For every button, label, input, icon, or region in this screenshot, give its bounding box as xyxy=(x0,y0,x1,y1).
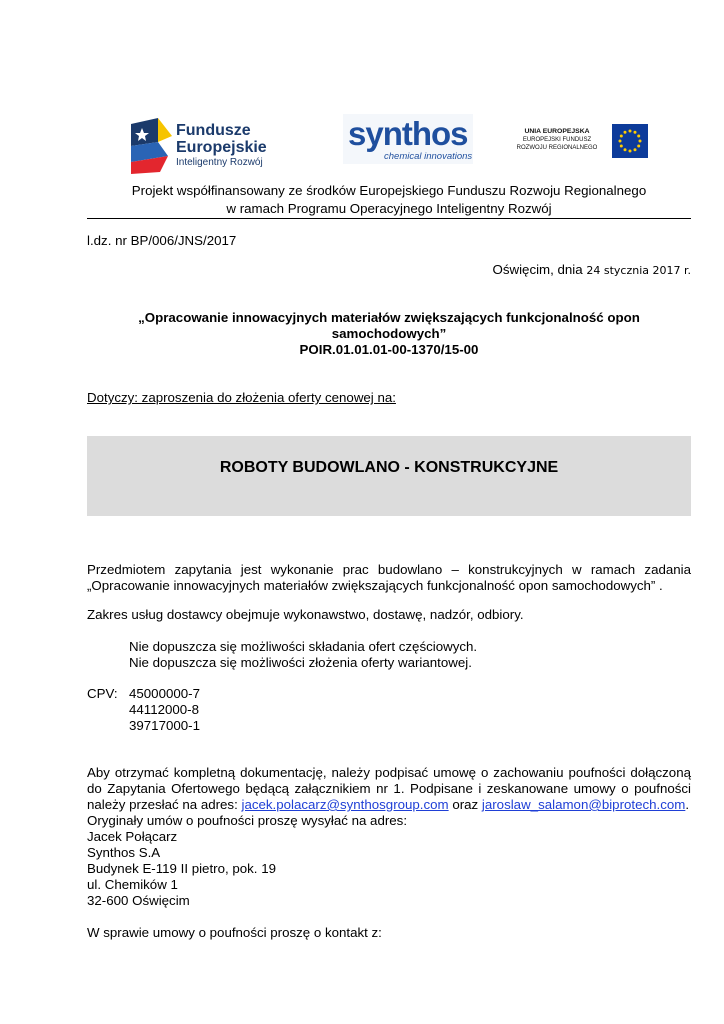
document-reference: l.dz. nr BP/006/JNS/2017 xyxy=(87,233,237,248)
docs-and: oraz xyxy=(452,797,479,812)
restriction-variant: Nie dopuszcza się możliwości złożenia oferty wariantowej. xyxy=(129,655,472,670)
address-building: Budynek E-119 II pietro, pok. 19 xyxy=(87,861,276,876)
project-title-line2: samochodowych” xyxy=(331,326,447,341)
eu-regional-label: ROZWOJU REGIONALNEGO xyxy=(516,145,598,151)
fundusze-emblem-icon xyxy=(128,116,174,174)
place-and-date xyxy=(493,262,692,279)
date-value: 24 stycznia 2017 r. xyxy=(586,264,691,277)
fundusze-europejskie-logo xyxy=(128,116,298,174)
cpv-code: 45000000-7 xyxy=(129,686,200,701)
docs-line2: do Zapytania Ofertowego będącą załącznikiem nr 1. Podpisane i zeskanowane umowy o poufności xyxy=(87,781,691,796)
cofinancing-note-line2: w ramach Programu Operacyjnego Inteligentny Rozwój xyxy=(226,201,552,216)
scope-line: Zakres usług dostawcy obejmuje wykonawstwo, dostawę, nadzór, odbiory. xyxy=(87,607,524,622)
eu-fund-label: EUROPEJSKI FUNDUSZ xyxy=(522,137,592,143)
europejskie-title: Europejskie xyxy=(176,139,267,156)
address-name: Jacek Połącarz xyxy=(87,829,178,844)
cpv-code: 39717000-1 xyxy=(129,718,200,733)
synthos-tagline: chemical innovations xyxy=(384,151,473,162)
synthos-wordmark: synthos xyxy=(348,115,468,152)
header-divider xyxy=(87,218,691,219)
address-street: ul. Chemików 1 xyxy=(87,877,178,892)
inteligentny-rozwoj-label: Inteligentny Rozwój xyxy=(176,157,263,168)
subject-title: ROBOTY BUDOWLANO - KONSTRUKCYJNE xyxy=(219,459,559,476)
restriction-partial: Nie dopuszcza się możliwości składania ofert częściowych. xyxy=(129,639,478,654)
cofinancing-note-line1: Projekt współfinansowany ze środków Europejskiego Funduszu Rozwoju Regionalnego xyxy=(131,183,647,198)
concerns-line: Dotyczy: zaproszenia do złożenia oferty cenowej na: xyxy=(87,390,396,405)
subject-line2: „Opracowanie innowacyjnych materiałów zwiększających funkcjonalność opon samochodowych” . xyxy=(87,578,663,593)
docs-period: . xyxy=(685,797,690,812)
docs-line1: Aby otrzymać kompletną dokumentację, należy podpisać umowę o zachowaniu poufności dołączoną xyxy=(87,765,691,780)
subject-line1: Przedmiotem zapytania jest wykonanie prac budowlano – konstrukcyjnych w ramach zadania xyxy=(87,562,691,577)
project-title-line1: „Opracowanie innowacyjnych materiałów zwiększających funkcjonalność opon xyxy=(138,310,640,325)
contact-line: W sprawie umowy o poufności proszę o kontakt z: xyxy=(87,925,382,940)
cpv-label: CPV: xyxy=(87,686,118,701)
docs-line4: Oryginały umów o poufności proszę wysyłać na adres: xyxy=(87,813,408,828)
eu-flag-icon xyxy=(612,124,648,158)
email-link-polacarz[interactable]: jacek.polacarz@synthosgroup.com xyxy=(241,797,449,812)
docs-line3 xyxy=(87,797,689,813)
project-code: POIR.01.01.01-00-1370/15-00 xyxy=(299,342,479,357)
fundusze-title: Fundusze xyxy=(176,122,251,139)
eu-union-label: UNIA EUROPEJSKA xyxy=(524,128,590,135)
synthos-logo xyxy=(343,114,473,164)
address-company: Synthos S.A xyxy=(87,845,161,860)
address-city: 32-600 Oświęcim xyxy=(87,893,190,908)
docs-send-prefix: należy przesłać na adres: xyxy=(87,797,238,812)
cpv-code: 44112000-8 xyxy=(129,702,199,717)
place-label: Oświęcim, dnia xyxy=(492,262,583,277)
email-link-salamon[interactable]: jaroslaw_salamon@biprotech.com xyxy=(481,797,686,812)
